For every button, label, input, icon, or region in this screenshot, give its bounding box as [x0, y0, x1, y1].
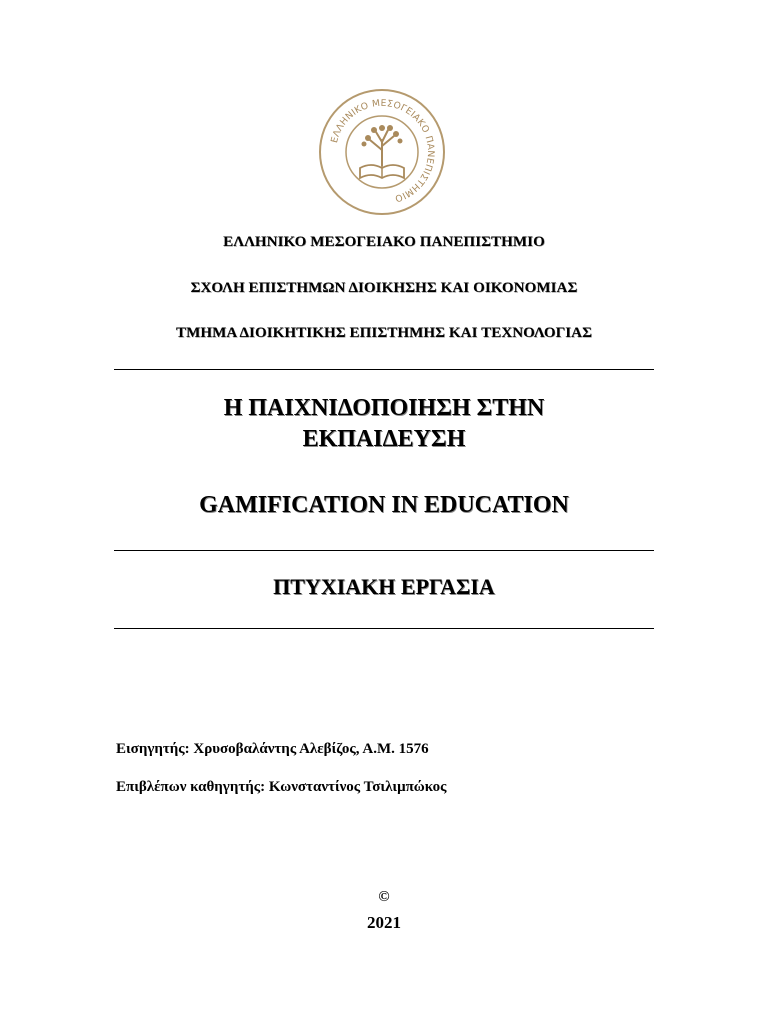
thesis-title-greek-line1: Η ΠΑΙΧΝΙΔΟΠΟΙΗΣΗ ΣΤΗΝ: [223, 395, 545, 421]
university-seal-logo: [318, 88, 446, 216]
supervisor-line: Επιβλέπων καθηγητής: Κωνσταντίνος Τσιλιμπώκος: [116, 779, 447, 795]
copyright-year: 2021: [367, 913, 401, 932]
divider-middle: [114, 550, 654, 551]
divider-top: [114, 369, 654, 370]
department-name: ΤΜΗΜΑ ΔΙΟΙΚΗΤΙΚΗΣ ΕΠΙΣΤΗΜΗΣ ΚΑΙ ΤΕΧΝΟΛΟΓΙΑΣ: [175, 325, 593, 341]
thesis-title-greek-line2: ΕΚΠΑΙΔΕΥΣΗ: [302, 426, 466, 452]
thesis-title-greek: [0, 393, 768, 455]
presenter-line: Εισηγητής: Χρυσοβαλάντης Αλεβίζος, Α.Μ. 1576: [116, 741, 429, 757]
document-type-heading: ΠΤΥΧΙΑΚΗ ΕΡΓΑΣΙΑ: [273, 574, 495, 599]
thesis-title-english: GAMIFICATION IN EDUCATION: [199, 492, 569, 518]
university-name: ΕΛΛΗΝΙΚΟ ΜΕΣΟΓΕΙΑΚΟ ΠΑΝΕΠΙΣΤΗΜΙΟ: [223, 234, 545, 250]
school-name: ΣΧΟΛΗ ΕΠΙΣΤΗΜΩΝ ΔΙΟΙΚΗΣΗΣ ΚΑΙ ΟΙΚΟΝΟΜΙΑΣ: [190, 280, 578, 296]
divider-bottom: [114, 628, 654, 629]
copyright-symbol: ©: [378, 889, 390, 905]
svg-text:ΕΛΛΗΝΙΚΟ ΜΕΣΟΓΕΙΑΚΟ ΠΑΝΕΠΙΣΤΗΜ: ΕΛΛΗΝΙΚΟ ΜΕΣΟΓΕΙΑΚΟ ΠΑΝΕΠΙΣΤΗΜΙΟ: [328, 97, 437, 205]
